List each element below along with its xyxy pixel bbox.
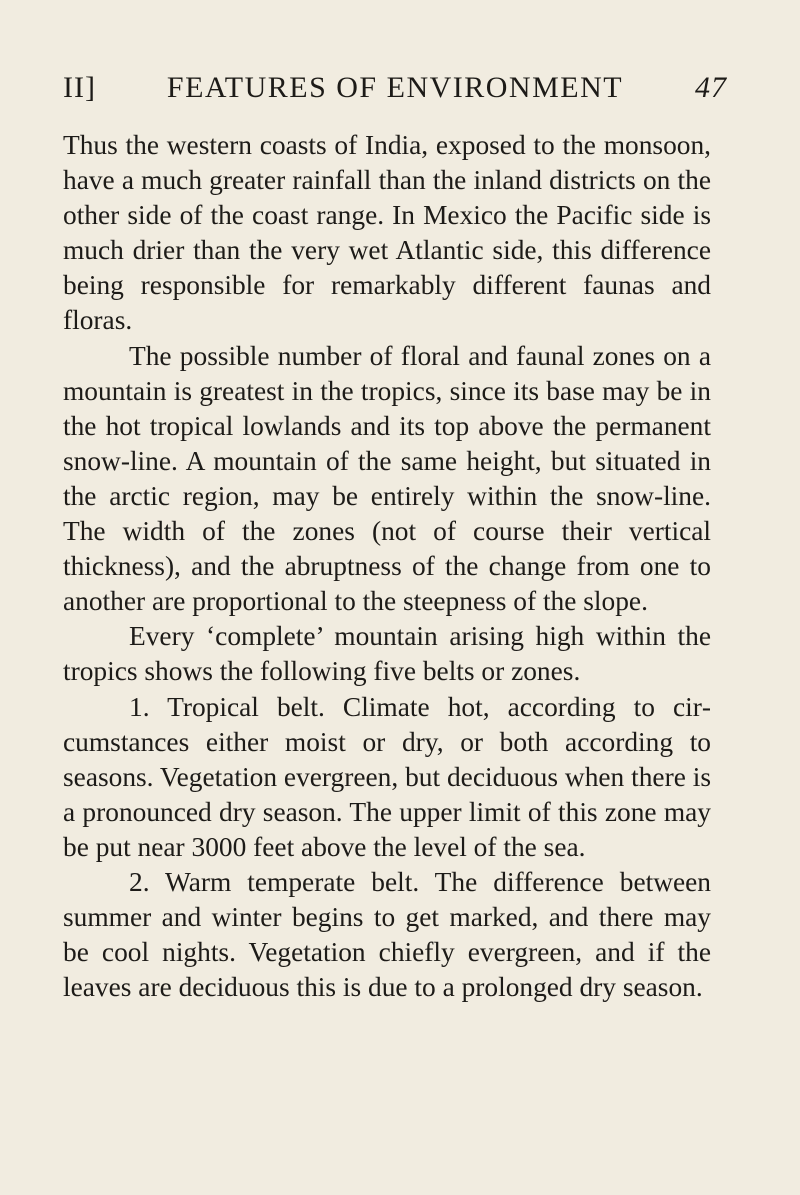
chapter-marker: II] <box>63 71 96 104</box>
paragraph-india-mexico: Thus the western coasts of India, exposed to the monsoon, have a much greater rainfall than the inland districts on the other side of the coast range. In Mexico the Pacific side is much drier than the very wet Atlantic side, this difference being responsible for remarkably different faunas and floras. <box>63 130 711 336</box>
body-text <box>63 128 711 1005</box>
running-title: FEATURES OF ENVIRONMENT <box>166 71 624 104</box>
paragraph-mountain-zones: The possible number of floral and faunal zones on a mountain is greatest in the tropics, since its base may be in the hot tropical lowlands and its top above the permanent snow-line. A mountain of the same height, but situated in the arctic region, may be entirely within the snow-line. The width of the zones (not of course their vertical thickness), and the abruptness of the change from one to another are proportional to the steepness of the slope. <box>63 340 711 617</box>
paragraph-warm-temperate-belt: 2. Warm temperate belt. The difference between summer and winter begins to get marked, and there may be cool nights. Vegetation chiefly evergreen, and if the leaves are deciduous this is due to a prolonged dry season. <box>63 866 711 1003</box>
paragraph-five-belts: Every ‘complete’ mountain arising high within the tropics shows the following five belts or zones. <box>63 621 711 687</box>
paragraph-tropical-belt: 1. Tropical belt. Climate hot, according to circumstances either moist or dry, or both according to seasons. Vegetation evergreen, but deciduous when there is a pronounced dry season. The upper limit of this zone may be put near 3000 feet above the level of the sea. <box>63 691 711 862</box>
page-number: 47 <box>695 71 727 104</box>
running-head <box>63 71 727 111</box>
